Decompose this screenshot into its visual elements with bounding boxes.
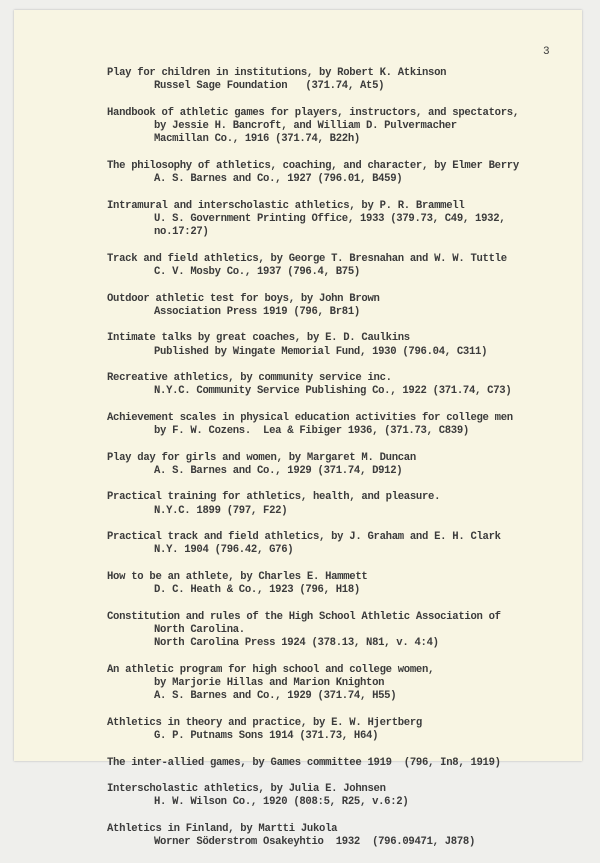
bibliography-entry [107,571,577,598]
entry-detail-line: U. S. Government Printing Office, 1933 (379.73, C49, 1932, [154,212,506,225]
entry-detail-line: North Carolina. [154,624,245,637]
bibliography-entry [107,107,577,147]
bibliography-entry [107,332,577,359]
bibliography-entry [107,160,577,187]
entry-detail-line: G. P. Putnams Sons 1914 (371.73, H64) [154,730,379,743]
entry-detail-line: N.Y. 1904 (796.42, G76) [154,544,294,557]
entry-detail-line: by Jessie H. Bancroft, and William D. Pulvermacher [154,120,457,133]
entry-detail-line: H. W. Wilson Co., 1920 (808:5, R25, v.6:2) [154,796,409,809]
entry-detail-line: North Carolina Press 1924 (378.13, N81, v. 4:4) [154,637,439,650]
entry-detail-line: Russel Sage Foundation (371.74, At5) [154,80,385,93]
entry-detail-line: D. C. Heath & Co., 1923 (796, H18) [154,584,360,597]
bibliography-entry [107,200,577,240]
page-number: 3 [543,46,550,58]
entry-detail-line: by Marjorie Hillas and Marion Knighton [154,677,385,690]
entry-title-line: An athletic program for high school and college women, [107,663,435,676]
entry-title-line: Intimate talks by great coaches, by E. D. Caulkins [107,332,410,345]
bibliography-entry [107,664,577,704]
bibliography-entry [107,253,577,280]
bibliography-list [107,67,577,863]
entry-title-line: The philosophy of athletics, coaching, and character, by Elmer Berry [107,159,519,172]
entry-detail-line: no.17:27) [154,226,209,239]
entry-title-line: Practical training for athletics, health, and pleasure. [107,491,441,504]
entry-title-line: Play for children in institutions, by Robert K. Atkinson [107,67,447,79]
entry-detail-line: N.Y.C. Community Service Publishing Co., 1922 (371.74, C73) [154,385,512,398]
entry-detail-line: Macmillan Co., 1916 (371.74, B22h) [154,133,360,146]
entry-detail-line: Worner Söderstrom Osakeyhtio 1932 (796.09471, J878) [154,836,476,849]
entry-title-line: How to be an athlete, by Charles E. Hammett [107,570,368,583]
entry-detail-line: Association Press 1919 (796, Br81) [154,305,360,318]
entry-title-line: Play day for girls and women, by Margaret M. Duncan [107,451,416,464]
entry-detail-line: by F. W. Cozens. Lea & Fibiger 1936, (371.73, C839) [154,425,469,438]
bibliography-entry [107,823,577,850]
entry-title-line: Outdoor athletic test for boys, by John Brown [107,292,380,305]
entry-detail-line: A. S. Barnes and Co., 1929 (371.74, D912) [154,464,403,477]
entry-detail-line: C. V. Mosby Co., 1937 (796.4, B75) [154,266,360,279]
entry-title-line: Track and field athletics, by George T. Bresnahan and W. W. Tuttle [107,252,507,265]
document-page [14,10,582,849]
entry-title-line: Constitution and rules of the High School Athletic Association of [107,610,501,623]
bibliography-entry [107,783,577,810]
bibliography-entry [107,293,577,320]
bibliography-entry [107,531,577,558]
bibliography-entry [107,757,577,770]
entry-title-line: Athletics in Finland, by Martti Jukola [107,822,338,835]
bibliography-entry [107,67,577,94]
bibliography-entry [107,452,577,479]
entry-title-line: Interscholastic athletics, by Julia E. Johnsen [107,783,386,796]
entry-title-line: Athletics in theory and practice, by E. W. Hjertberg [107,716,422,729]
entry-detail-line: N.Y.C. 1899 (797, F22) [154,504,288,517]
bibliography-entry [107,412,577,439]
bibliography-entry [107,491,577,518]
entry-title-line: Handbook of athletic games for players, instructors, and spectators, [107,106,519,119]
entry-detail-line: Published by Wingate Memorial Fund, 1930 (796.04, C311) [154,345,488,358]
bibliography-entry [107,372,577,399]
entry-detail-line: A. S. Barnes and Co., 1929 (371.74, H55) [154,690,397,703]
entry-detail-line: A. S. Barnes and Co., 1927 (796.01, B459) [154,173,403,186]
entry-title-line: Achievement scales in physical education activities for college men [107,411,513,424]
bibliography-entry [107,717,577,744]
bibliography-entry [107,611,577,651]
entry-title-line: Recreative athletics, by community service inc. [107,372,392,385]
entry-title-line: The inter-allied games, by Games committee 1919 (796, In8, 1919) [107,756,501,769]
entry-title-line: Intramural and interscholastic athletics, by P. R. Brammell [107,199,465,212]
entry-title-line: Practical track and field athletics, by J. Graham and E. H. Clark [107,531,501,544]
